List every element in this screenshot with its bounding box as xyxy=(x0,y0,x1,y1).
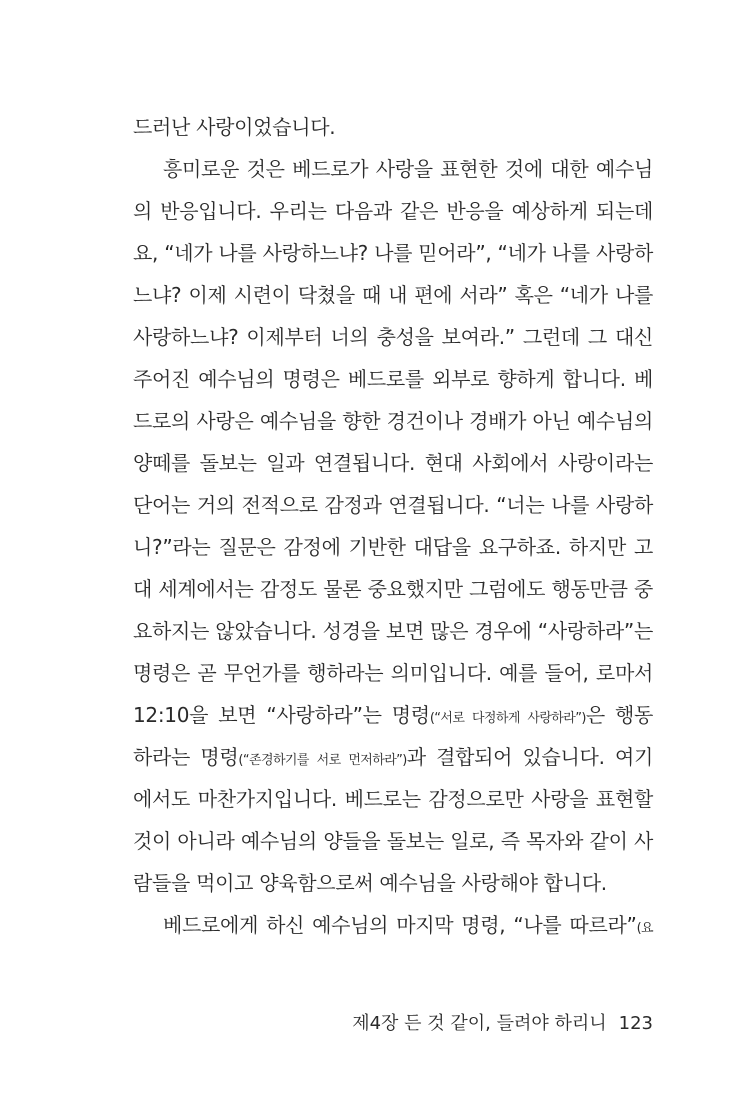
text-line: 람들을 먹이고 양육함으로써 예수님을 사랑해야 합니다. xyxy=(133,871,607,895)
text-line: 요하지는 않았습니다. 성경을 보면 많은 경우에 “사랑하라”는 xyxy=(133,619,653,643)
text-line: 주어진 예수님의 명령은 베드로를 외부로 향하게 합니다. 베 xyxy=(133,367,653,391)
text-segment: 하라는 명령 xyxy=(133,745,239,769)
text-segment: 과 결합되어 있습니다. 여기 xyxy=(406,745,653,769)
text-line: 것이 아니라 예수님의 양들을 돌보는 일로, 즉 목자와 같이 사 xyxy=(133,829,653,853)
page-number: 123 xyxy=(618,1013,653,1034)
text-line: 흥미로운 것은 베드로가 사랑을 표현한 것에 대한 예수님 xyxy=(163,157,653,181)
text-line: 사랑하느냐? 이제부터 너의 충성을 보여라.” 그런데 그 대신 xyxy=(133,325,653,349)
text-line: 드로의 사랑은 예수님을 향한 경건이나 경배가 아닌 예수님의 xyxy=(133,409,653,433)
text-line xyxy=(163,905,653,945)
running-footer xyxy=(352,1010,653,1038)
text-line: 요, “네가 나를 사랑하느냐? 나를 믿어라”, “네가 나를 사랑하 xyxy=(133,241,653,265)
text-line xyxy=(133,695,653,735)
text-line: 양떼를 돌보는 일과 연결됩니다. 현대 사회에서 사랑이라는 xyxy=(133,451,653,475)
inline-note: (요 xyxy=(636,921,653,936)
text-line: 단어는 거의 전적으로 감정과 연결됩니다. “너는 나를 사랑하 xyxy=(133,493,653,517)
text-line: 의 반응입니다. 우리는 다음과 같은 반응을 예상하게 되는데 xyxy=(133,199,653,223)
text-line: 느냐? 이제 시련이 닥쳤을 때 내 편에 서라” 혹은 “네가 나를 xyxy=(133,283,653,307)
text-line: 명령은 곧 무언가를 행하라는 의미입니다. 예를 들어, 로마서 xyxy=(133,661,653,685)
inline-note: (“서로 다정하게 사랑하라”) xyxy=(429,711,586,726)
text-line: 에서도 마찬가지입니다. 베드로는 감정으로만 사랑을 표현할 xyxy=(133,787,653,811)
text-segment: 12:10을 보면 “사랑하라”는 명령 xyxy=(133,703,430,727)
chapter-title: 제4장 든 것 같이, 들려야 하리니 xyxy=(352,1013,607,1034)
inline-note: (“존경하기를 서로 먼저하라”) xyxy=(238,753,407,768)
text-segment: 베드로에게 하신 예수님의 마지막 명령, “나를 따르라” xyxy=(163,913,637,937)
text-segment: 은 행동 xyxy=(585,703,653,727)
text-line xyxy=(133,737,653,777)
text-line: 대 세계에서는 감정도 물론 중요했지만 그럼에도 행동만큼 중 xyxy=(133,577,653,601)
text-line: 니?”라는 질문은 감정에 기반한 대답을 요구하죠. 하지만 고 xyxy=(133,535,653,559)
text-line: 드러난 사랑이었습니다. xyxy=(133,115,336,139)
